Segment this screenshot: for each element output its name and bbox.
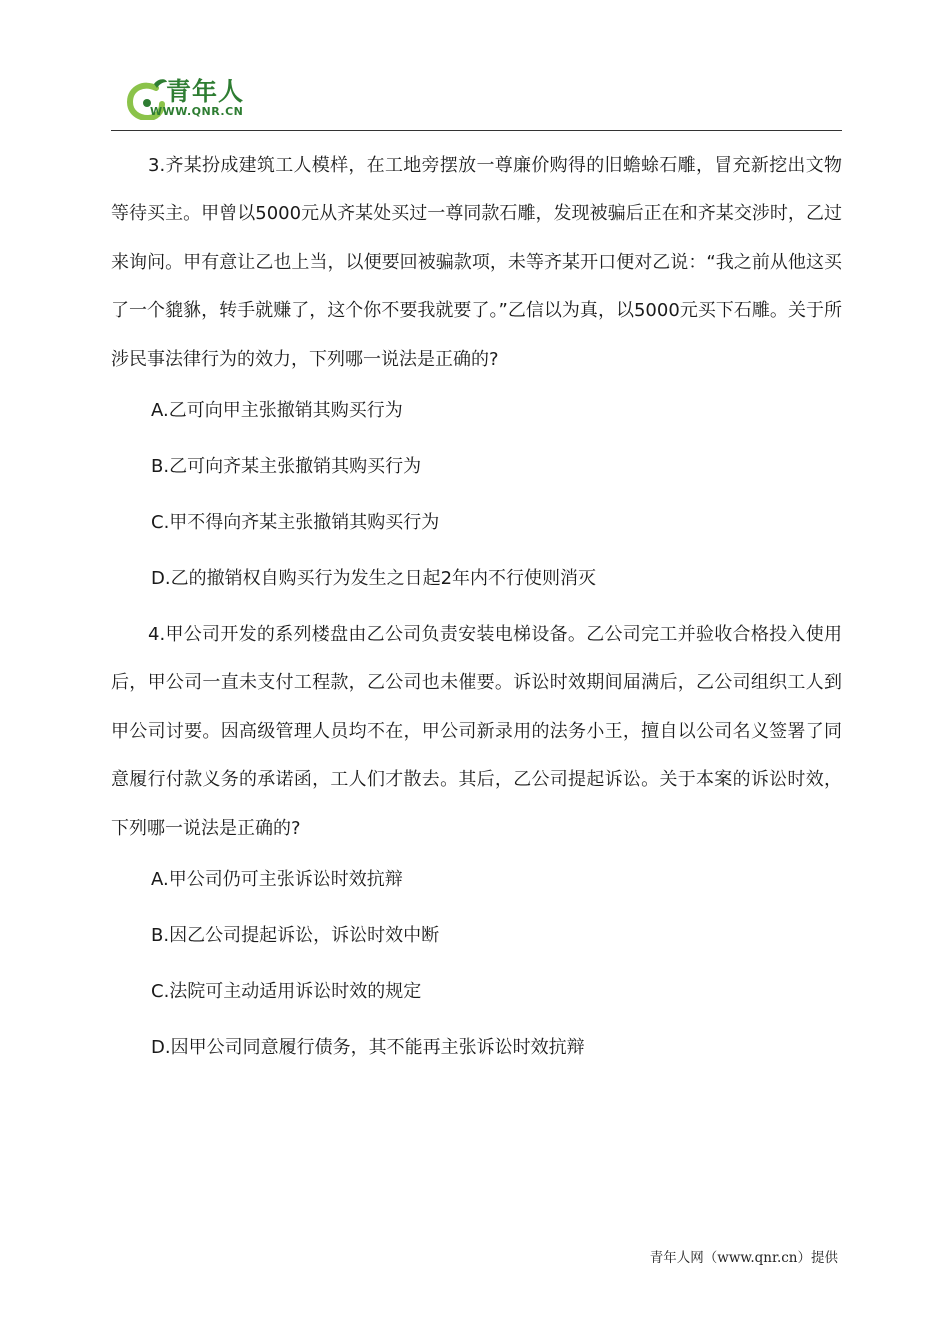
document-body <box>111 142 842 1080</box>
question-3-option-d: D.乙的撤销权自购买行为发生之日起2年内不行使则消灭 <box>151 568 597 590</box>
question-3-stem: 3.齐某扮成建筑工人模样，在工地旁摆放一尊廉价购得的旧蟾蜍石雕，冒充新挖出文物等待买主。甲曾以5000元从齐某处买过一尊同款石雕，发现被骗后正在和齐某交涉时，乙过来询问。甲有意让乙也上当，以便要回被骗款项，未等齐某开口便对乙说：“我之前从他这买了一个貔貅，转手就赚了，这个你不要我就要了。”乙信以为真，以5000元买下石雕。关于所涉民事法律行为的效力，下列哪一说法是正确的? <box>111 155 842 370</box>
question-4-option-c: C.法院可主动适用诉讼时效的规定 <box>151 981 422 1003</box>
question-3-option-b: B.乙可向齐某主张撤销其购买行为 <box>151 456 422 478</box>
question-4-option-a: A.甲公司仍可主张诉讼时效抗辩 <box>151 869 403 891</box>
question-4-option-d: D.因甲公司同意履行债务，其不能再主张诉讼时效抗辩 <box>151 1037 585 1059</box>
site-logo <box>126 72 276 122</box>
header-divider <box>111 130 842 131</box>
question-4-stem: 4.甲公司开发的系列楼盘由乙公司负责安装电梯设备。乙公司完工并验收合格投入使用后，甲公司一直未支付工程款，乙公司也未催要。诉讼时效期间届满后，乙公司组织工人到甲公司讨要。因高级管理人员均不在，甲公司新录用的法务小王，擅自以公司名义签署了同意履行付款义务的承诺函，工人们才散去。其后，乙公司提起诉讼。关于本案的诉讼时效，下列哪一说法是正确的? <box>111 624 842 839</box>
logo-url: WWW.QNR.CN <box>150 105 244 118</box>
page-footer: 青年人网（www.qnr.cn）提供 <box>649 1250 838 1266</box>
question-4-option-b: B.因乙公司提起诉讼，诉讼时效中断 <box>151 925 440 947</box>
logo-wordmark: 青年人 <box>166 77 245 106</box>
question-3-option-a: A.乙可向甲主张撤销其购买行为 <box>151 400 403 422</box>
question-3-option-c: C.甲不得向齐某主张撤销其购买行为 <box>151 512 440 534</box>
